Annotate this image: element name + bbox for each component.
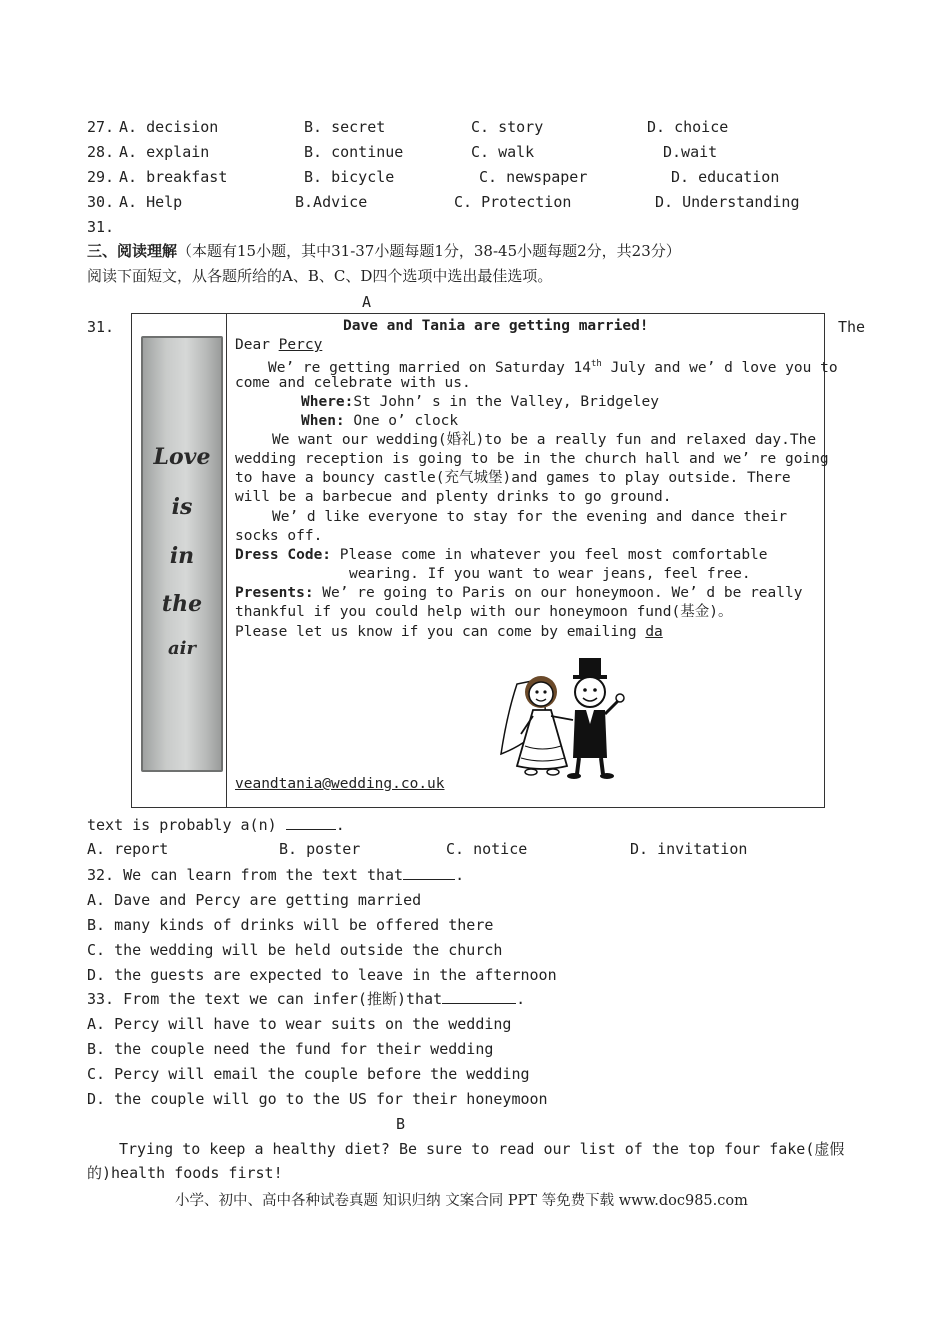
letter-p2-line2: wedding reception is going to be in the church hall and we’ re going	[235, 451, 829, 467]
side-word: is	[171, 494, 193, 520]
page-footer: 小学、初中、高中各种试卷真题 知识归纳 文案合同 PPT 等免费下载 www.doc985.com	[175, 1193, 748, 1209]
letter-p2-line1: We want our wedding(婚礼)to be a really fun and relaxed day.The	[272, 432, 817, 448]
side-word: the	[161, 591, 203, 617]
letter-dress-code-cont: wearing. If you want to wear jeans, feel free.	[349, 566, 751, 582]
option-b: B.Advice	[295, 193, 368, 211]
side-word: Love	[153, 444, 211, 470]
question-32-option-a: A. Dave and Percy are getting married	[87, 891, 422, 909]
recipient-name: Percy	[278, 337, 323, 353]
letter-p1: We’ re getting married on Saturday 14th July and we’ d love you to	[268, 359, 838, 376]
letter-p3-line1: We’ d like everyone to stay for the evening and dance their	[272, 509, 788, 525]
letter-dear: Dear Percy	[235, 337, 323, 353]
question-31-the: The	[838, 318, 866, 336]
section-title: 三、阅读理解	[87, 242, 178, 260]
passage-b-line1: Trying to keep a healthy diet? Be sure to read our list of the top four fake(虚假	[119, 1140, 845, 1158]
question-31-text: text is probably a(n) .	[87, 816, 345, 834]
letter-p1-cont: come and celebrate with us.	[235, 375, 471, 391]
question-number: 27.	[87, 118, 115, 136]
letter-email[interactable]: veandtania@wedding.co.uk	[235, 776, 445, 792]
question-number: 30.	[87, 193, 115, 211]
option-b: B. continue	[304, 143, 404, 161]
option-a: A. report	[87, 840, 169, 858]
question-32-option-b: B. many kinds of drinks will be offered there	[87, 916, 494, 934]
passage-a-label: A	[362, 293, 372, 311]
question-number: 28.	[87, 143, 115, 161]
option-d: D.wait	[663, 143, 718, 161]
option-c: C. walk	[471, 143, 535, 161]
email-link-start[interactable]: da	[645, 624, 663, 640]
question-32-option-d: D. the guests are expected to leave in the afternoon	[87, 966, 557, 984]
side-word: air	[168, 638, 196, 659]
letter-dress-code: Dress Code: Please come in whatever you feel most comfortable	[235, 547, 768, 563]
letter-when: When: One o’ clock	[301, 413, 459, 429]
option-c: C. notice	[446, 840, 528, 858]
option-b: B. secret	[304, 118, 386, 136]
question-33-option-d: D. the couple will go to the US for their honeymoon	[87, 1090, 548, 1108]
question-33-option-a: A. Percy will have to wear suits on the wedding	[87, 1015, 512, 1033]
section-instruction: 阅读下面短文，从各题所给的A、B、C、D四个选项中选出最佳选项。	[87, 267, 553, 285]
question-31-label: 31.	[87, 318, 115, 336]
option-d: D. invitation	[630, 840, 748, 858]
question-33-option-c: C. Percy will email the couple before the wedding	[87, 1065, 530, 1083]
option-b: B. bicycle	[304, 168, 395, 186]
question-32-stem: 32. We can learn from the text that .	[87, 866, 465, 884]
side-word: in	[169, 543, 195, 569]
option-d: D. Understanding	[655, 193, 800, 211]
passage-b-label: B	[396, 1115, 406, 1133]
letter-where: Where:St John’ s in the Valley, Bridgeley	[301, 394, 659, 410]
option-c: C. story	[471, 118, 544, 136]
option-c: C. newspaper	[479, 168, 588, 186]
question-33-option-b: B. the couple need the fund for their wedding	[87, 1040, 494, 1058]
letter-presents: Presents: We’ re going to Paris on our honeymoon. We’ d be really	[235, 585, 803, 601]
letter-contact: Please let us know if you can come by emailing da	[235, 624, 663, 640]
letter-p3-line2: socks off.	[235, 528, 323, 544]
section-heading	[87, 241, 681, 261]
option-a: A. explain	[119, 143, 210, 161]
option-a: A. breakfast	[119, 168, 228, 186]
letter-heading: Dave and Tania are getting married!	[343, 318, 649, 334]
question-number: 29.	[87, 168, 115, 186]
bride-groom-illustration	[497, 654, 625, 784]
passage-b-line2: 的)health foods first!	[87, 1164, 283, 1182]
option-a: A. Help	[119, 193, 183, 211]
option-a: A. decision	[119, 118, 219, 136]
option-c: C. Protection	[454, 193, 572, 211]
love-is-in-the-air-image	[141, 336, 223, 772]
invitation-box	[131, 313, 838, 808]
letter-presents-cont: thankful if you could help with our honeymoon fund(基金)。	[235, 604, 733, 620]
question-33-stem: 33. From the text we can infer(推断)that .	[87, 990, 526, 1008]
section-note: （本题有15小题，其中31-37小题每题1分，38-45小题每题2分，共23分）	[177, 242, 681, 260]
question-31-stub: 31.	[87, 218, 115, 236]
letter-p2-line3: to have a bouncy castle(充气城堡)and games to play outside. There	[235, 470, 791, 486]
option-d: D. education	[671, 168, 780, 186]
option-d: D. choice	[647, 118, 729, 136]
question-32-option-c: C. the wedding will be held outside the church	[87, 941, 503, 959]
box-divider	[226, 314, 227, 807]
option-b: B. poster	[279, 840, 361, 858]
letter-p2-line4: will be a barbecue and plenty drinks to go ground.	[235, 489, 672, 505]
